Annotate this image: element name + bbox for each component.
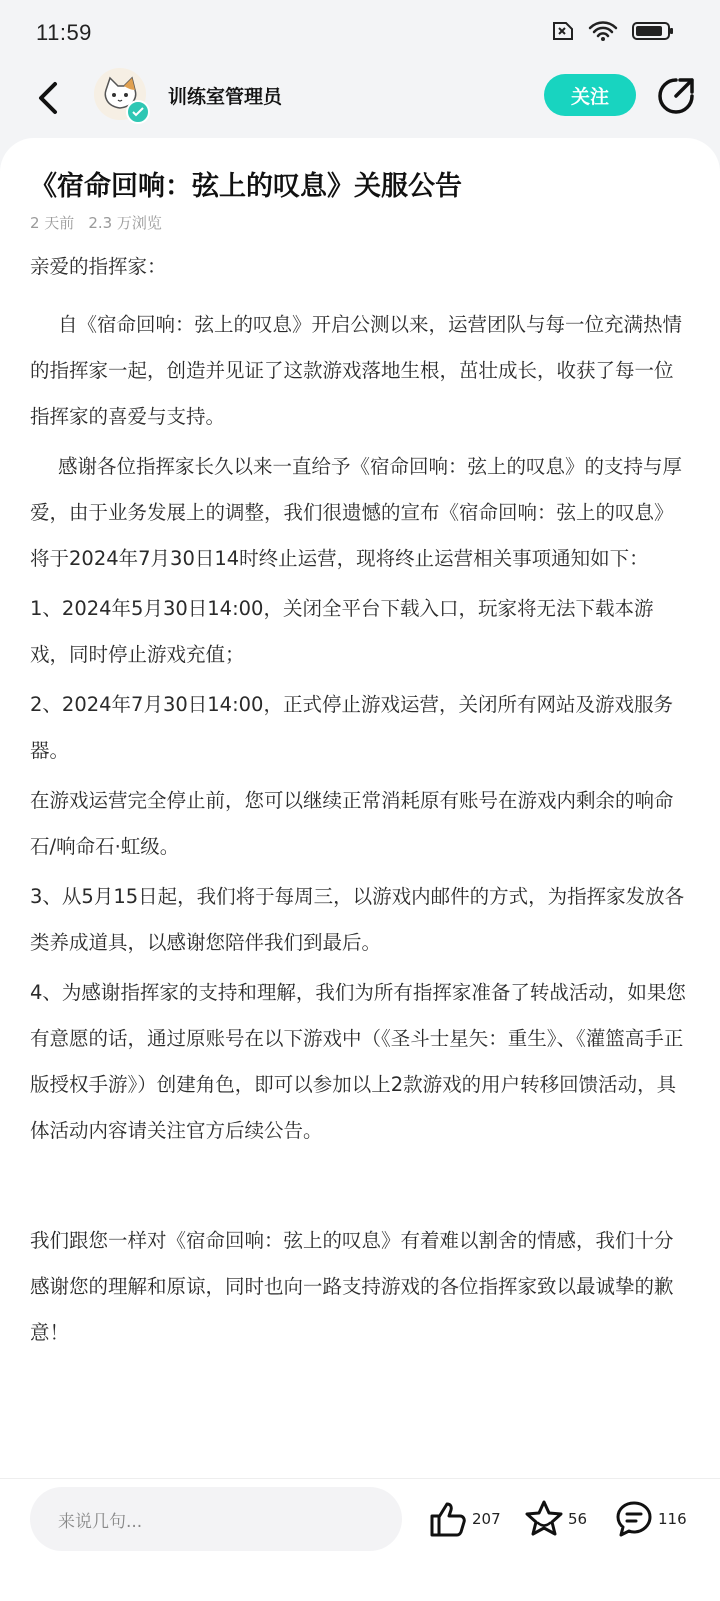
favorite-button[interactable] bbox=[524, 1499, 587, 1539]
post-title: 《宿命回响：弦上的叹息》关服公告 bbox=[30, 171, 462, 202]
status-icons bbox=[548, 20, 674, 42]
wifi-icon bbox=[588, 20, 618, 42]
thumbs-up-icon bbox=[428, 1499, 468, 1539]
post-time: 2 天前 bbox=[30, 214, 75, 232]
comment-input[interactable]: 来说几句... bbox=[30, 1487, 402, 1551]
status-bar bbox=[0, 0, 720, 66]
verified-badge-icon bbox=[126, 100, 150, 124]
post-content bbox=[30, 238, 690, 1356]
star-icon bbox=[524, 1499, 564, 1539]
follow-button[interactable]: 关注 bbox=[544, 74, 636, 116]
battery-icon bbox=[632, 21, 674, 41]
comment-button[interactable] bbox=[614, 1499, 687, 1539]
post-paragraph: 感谢各位指挥家长久以来一直给予《宿命回响：弦上的叹息》的支持与厚爱，由于业务发展上的调整，我们很遗憾的宣布《宿命回响：弦上的叹息》将于2024年7月30日14时终止运营，现将终止运营相关事项通知如下： bbox=[30, 455, 683, 570]
post-paragraph: 我们跟您一样对《宿命回响：弦上的叹息》有着难以割舍的情感，我们十分感谢您的理解和原谅，同时也向一路支持游戏的各位指挥家致以最诚挚的歉意！ bbox=[30, 1229, 674, 1344]
post-card bbox=[0, 138, 720, 1478]
post-paragraph: 3、从5月15日起，我们将于每周三，以游戏内邮件的方式，为指挥家发放各类养成道具，以感谢您陪伴我们到最后。 bbox=[30, 885, 685, 954]
comment-bubble-icon bbox=[614, 1499, 654, 1539]
no-sim-icon bbox=[548, 21, 574, 41]
post-greeting: 亲爱的指挥家： bbox=[30, 255, 167, 278]
comment-count: 116 bbox=[658, 1510, 687, 1528]
post-paragraph: 2、2024年7月30日14:00，正式停止游戏运营，关闭所有网站及游戏服务器。 bbox=[30, 693, 673, 762]
post-views: 2.3 万浏览 bbox=[88, 214, 162, 232]
back-button[interactable] bbox=[26, 76, 70, 120]
like-button[interactable] bbox=[428, 1499, 501, 1539]
back-arrow-icon bbox=[36, 81, 60, 115]
share-button[interactable] bbox=[654, 74, 698, 118]
nav-bar bbox=[0, 66, 720, 142]
bottom-bar bbox=[0, 1478, 720, 1601]
post-paragraph: 在游戏运营完全停止前，您可以继续正常消耗原有账号在游戏内剩余的响命石/响命石·虹级。 bbox=[30, 789, 674, 858]
avatar[interactable] bbox=[94, 68, 146, 120]
author-name[interactable]: 训练室管理员 bbox=[168, 86, 283, 108]
favorite-count: 56 bbox=[568, 1510, 588, 1528]
post-paragraph: 自《宿命回响：弦上的叹息》开启公测以来，运营团队与每一位充满热情的指挥家一起，创造并见证了这款游戏落地生根，茁壮成长，收获了每一位指挥家的喜爱与支持。 bbox=[30, 313, 683, 428]
share-icon bbox=[656, 76, 696, 116]
post-paragraph: 1、2024年5月30日14:00，关闭全平台下载入口，玩家将无法下载本游戏，同时停止游戏充值； bbox=[30, 597, 654, 666]
status-time: 11:59 bbox=[36, 20, 92, 45]
post-meta bbox=[30, 212, 162, 233]
like-count: 207 bbox=[472, 1510, 501, 1528]
post-paragraph: 4、为感谢指挥家的支持和理解，我们为所有指挥家准备了转战活动，如果您有意愿的话，通过原账号在以下游戏中（《圣斗士星矢：重生》、《灌篮高手正版授权手游》）创建角色，即可以参加以上2款游戏的用户转移回馈活动，具体活动内容请关注官方后续公告。 bbox=[30, 981, 686, 1142]
